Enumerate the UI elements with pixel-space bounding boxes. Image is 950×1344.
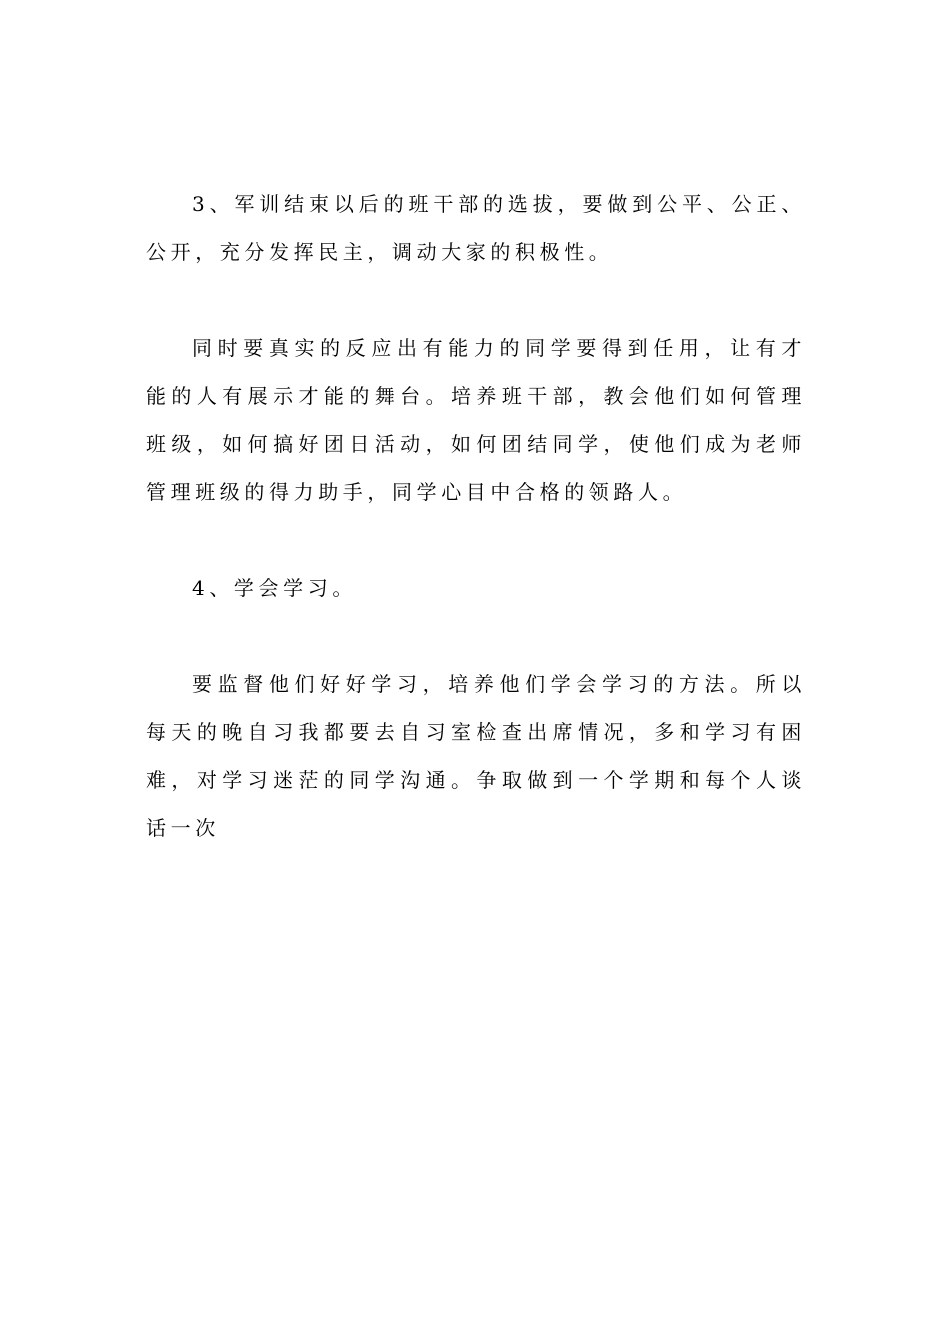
paragraph-class-cadre-selection: 3、军训结束以后的班干部的选拔，要做到公平、公正、公开，充分发挥民主，调动大家的积极性。 [146, 192, 806, 264]
document-body [146, 180, 806, 852]
paragraph-gap [146, 612, 806, 660]
paragraph-study-supervision: 要监督他们好好学习，培养他们学会学习的方法。所以每天的晚自习我都要去自习室检查出席情况，多和学习有困难，对学习迷茫的同学沟通。争取做到一个学期和每个人谈话一次 [146, 672, 806, 840]
paragraph-gap [146, 516, 806, 564]
paragraph-learn-to-learn-heading: 4、学会学习。 [192, 576, 357, 600]
paragraph-cadre-training: 同时要真实的反应出有能力的同学要得到任用，让有才能的人有展示才能的舞台。培养班干部，教会他们如何管理班级，如何搞好团日活动，如何团结同学，使他们成为老师管理班级的得力助手，同学心目中合格的领路人。 [146, 336, 806, 504]
paragraph-gap [146, 276, 806, 324]
